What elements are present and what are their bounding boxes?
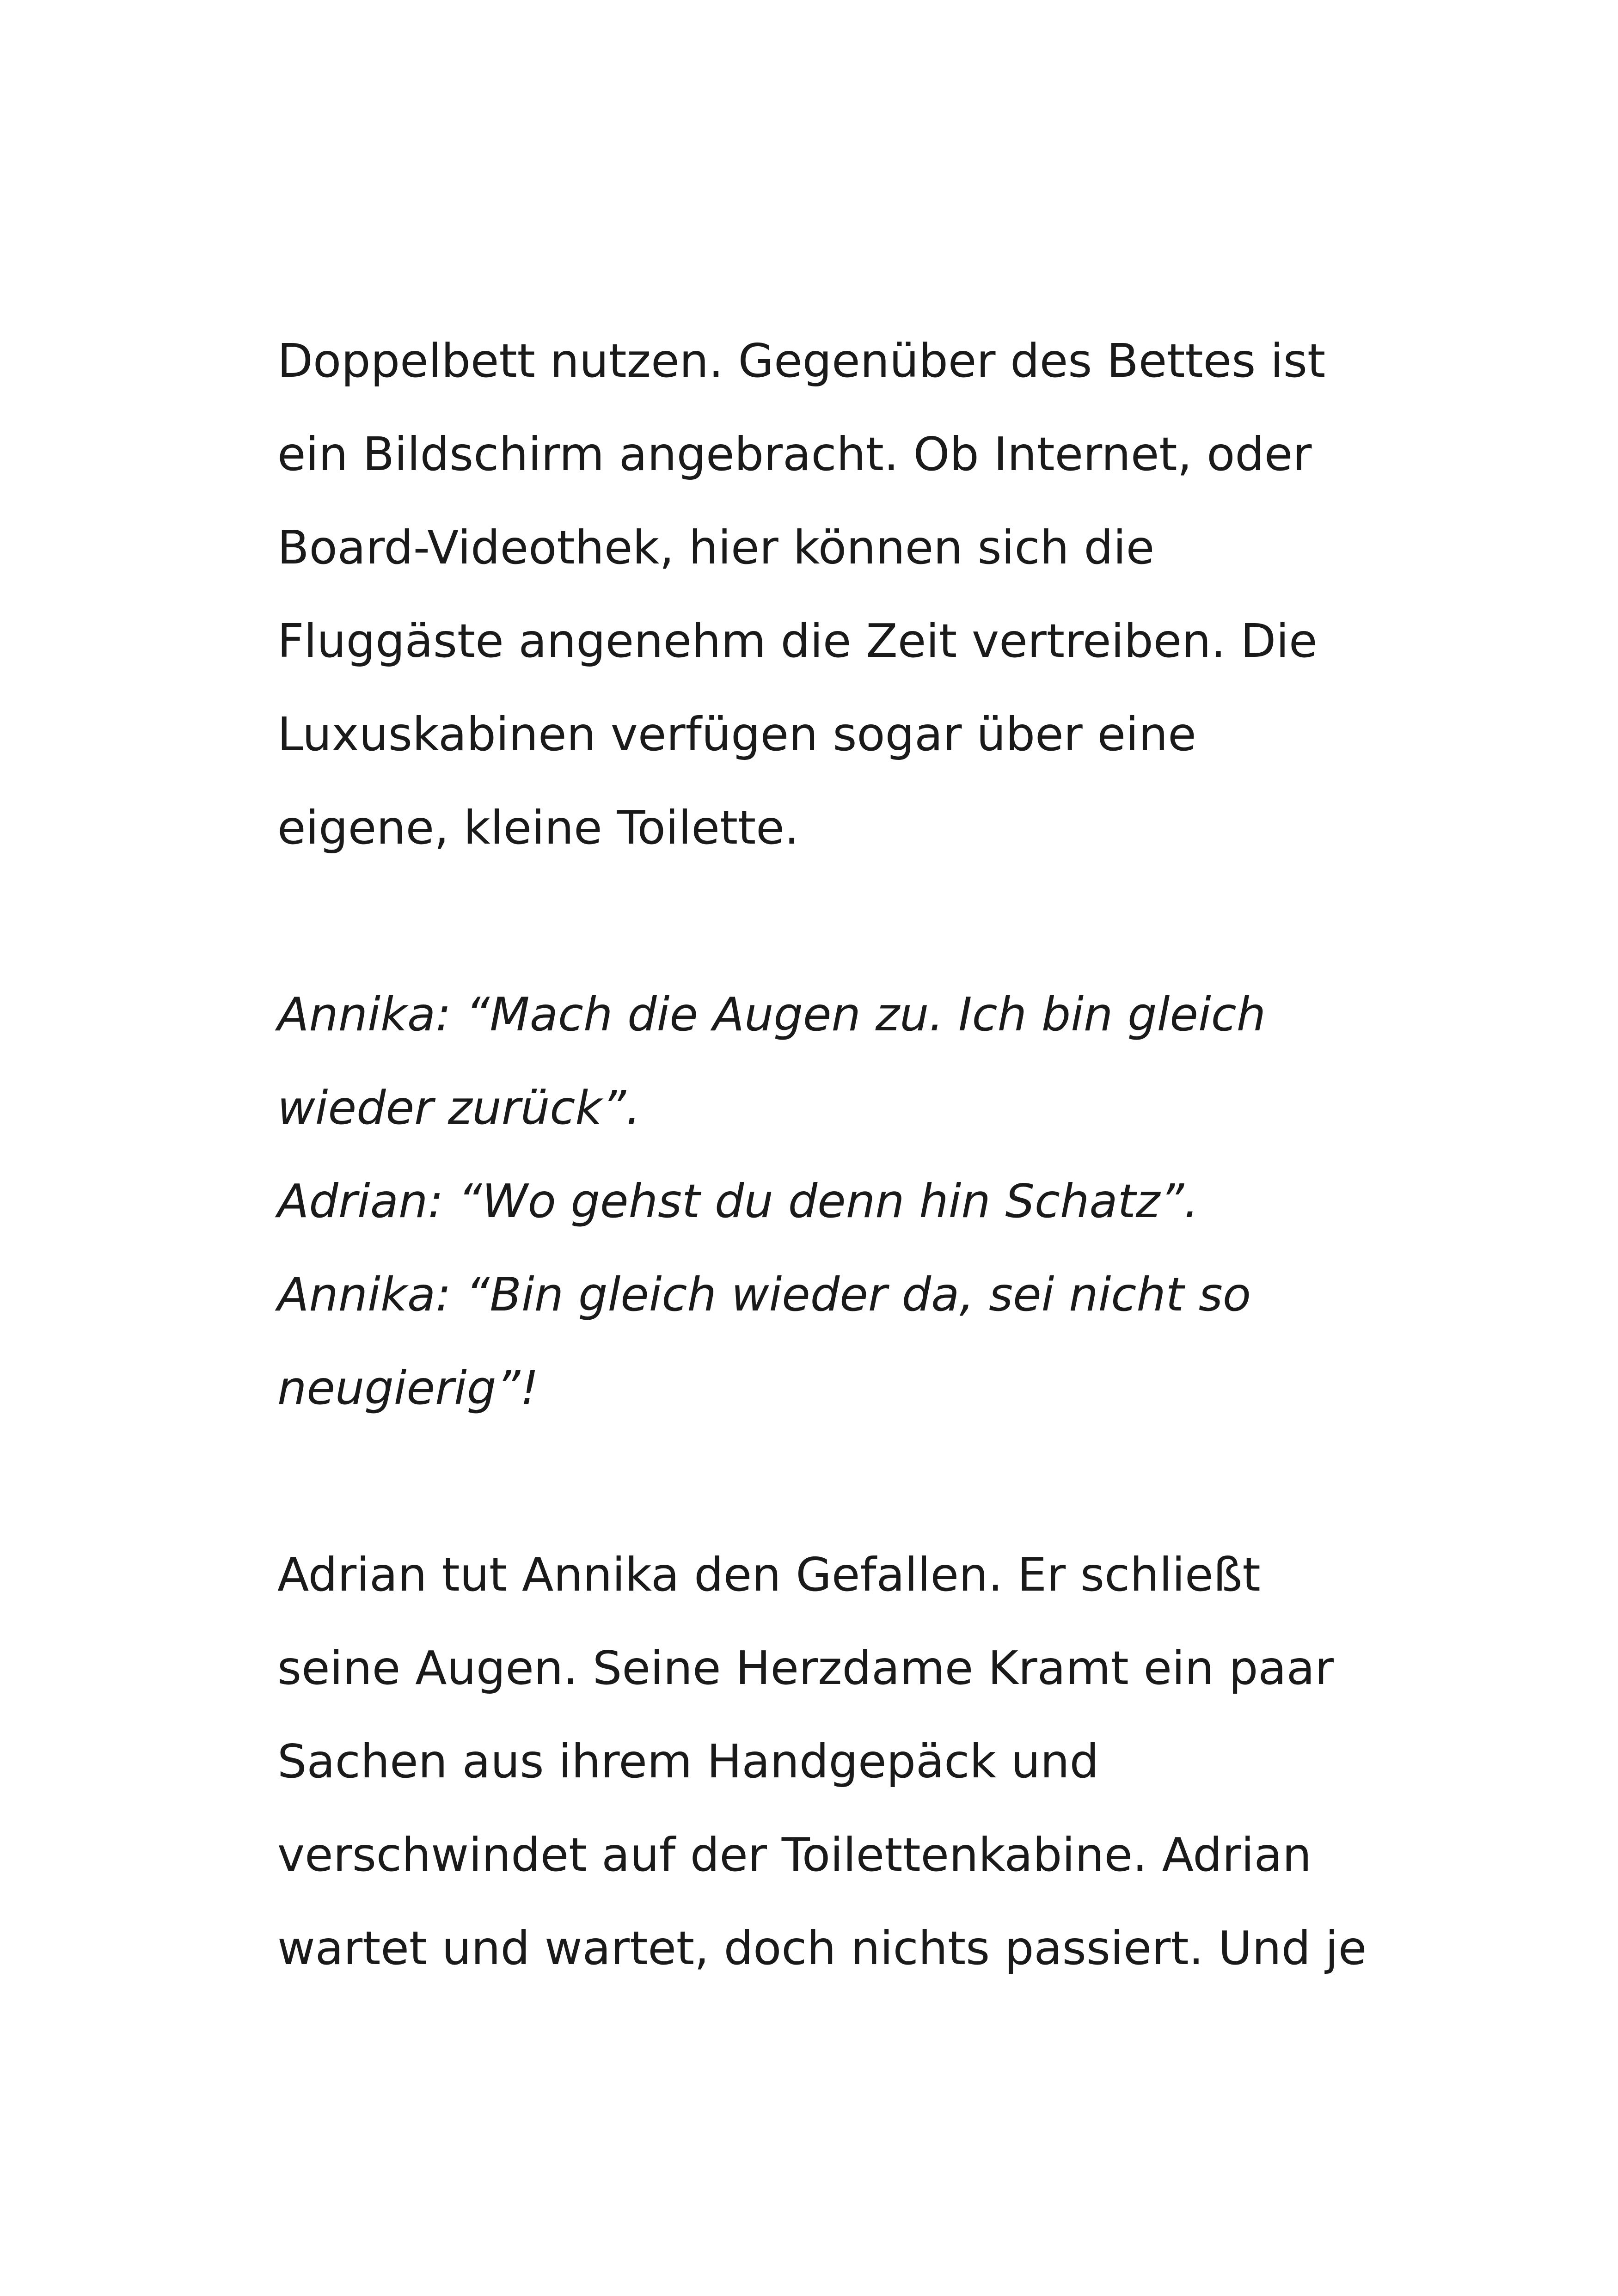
text-line: verschwindet auf der Toilettenkabine. Adrian	[277, 1828, 1312, 1882]
text-line: ein Bildschirm angebracht. Ob Internet, oder	[277, 427, 1312, 481]
text-line: Luxuskabinen verfügen sogar über eine	[277, 707, 1196, 761]
paragraph-2	[277, 1528, 1387, 1995]
text-line: Adrian tut Annika den Gefallen. Er schließt	[277, 1548, 1261, 1602]
text-line: Sachen aus ihrem Handgepäck und	[277, 1734, 1099, 1788]
dialogue-line: Annika: “Bin gleich wieder da, sei nicht so	[277, 1267, 1251, 1322]
dialogue-block	[277, 968, 1387, 1435]
text-line: Board-Videothek, hier können sich die	[277, 520, 1155, 575]
text-body	[277, 314, 1387, 1995]
paragraph-1	[277, 314, 1387, 875]
paragraph-gap	[277, 1435, 1387, 1528]
dialogue-line: neugierig”!	[277, 1361, 539, 1415]
text-line: wartet und wartet, doch nichts passiert. Und je	[277, 1921, 1367, 1975]
text-line: eigene, kleine Toilette.	[277, 801, 799, 855]
text-line: seine Augen. Seine Herzdame Kramt ein paar	[277, 1641, 1334, 1695]
dialogue-line: wieder zurück”.	[277, 1081, 641, 1135]
text-line: Fluggäste angenehm die Zeit vertreiben. Die	[277, 614, 1318, 668]
dialogue-line: Adrian: “Wo gehst du denn hin Schatz”.	[277, 1174, 1199, 1228]
paragraph-gap	[277, 875, 1387, 968]
dialogue-line: Annika: “Mach die Augen zu. Ich bin gleich	[277, 987, 1266, 1041]
text-line: Doppelbett nutzen. Gegenüber des Bettes ist	[277, 334, 1326, 388]
